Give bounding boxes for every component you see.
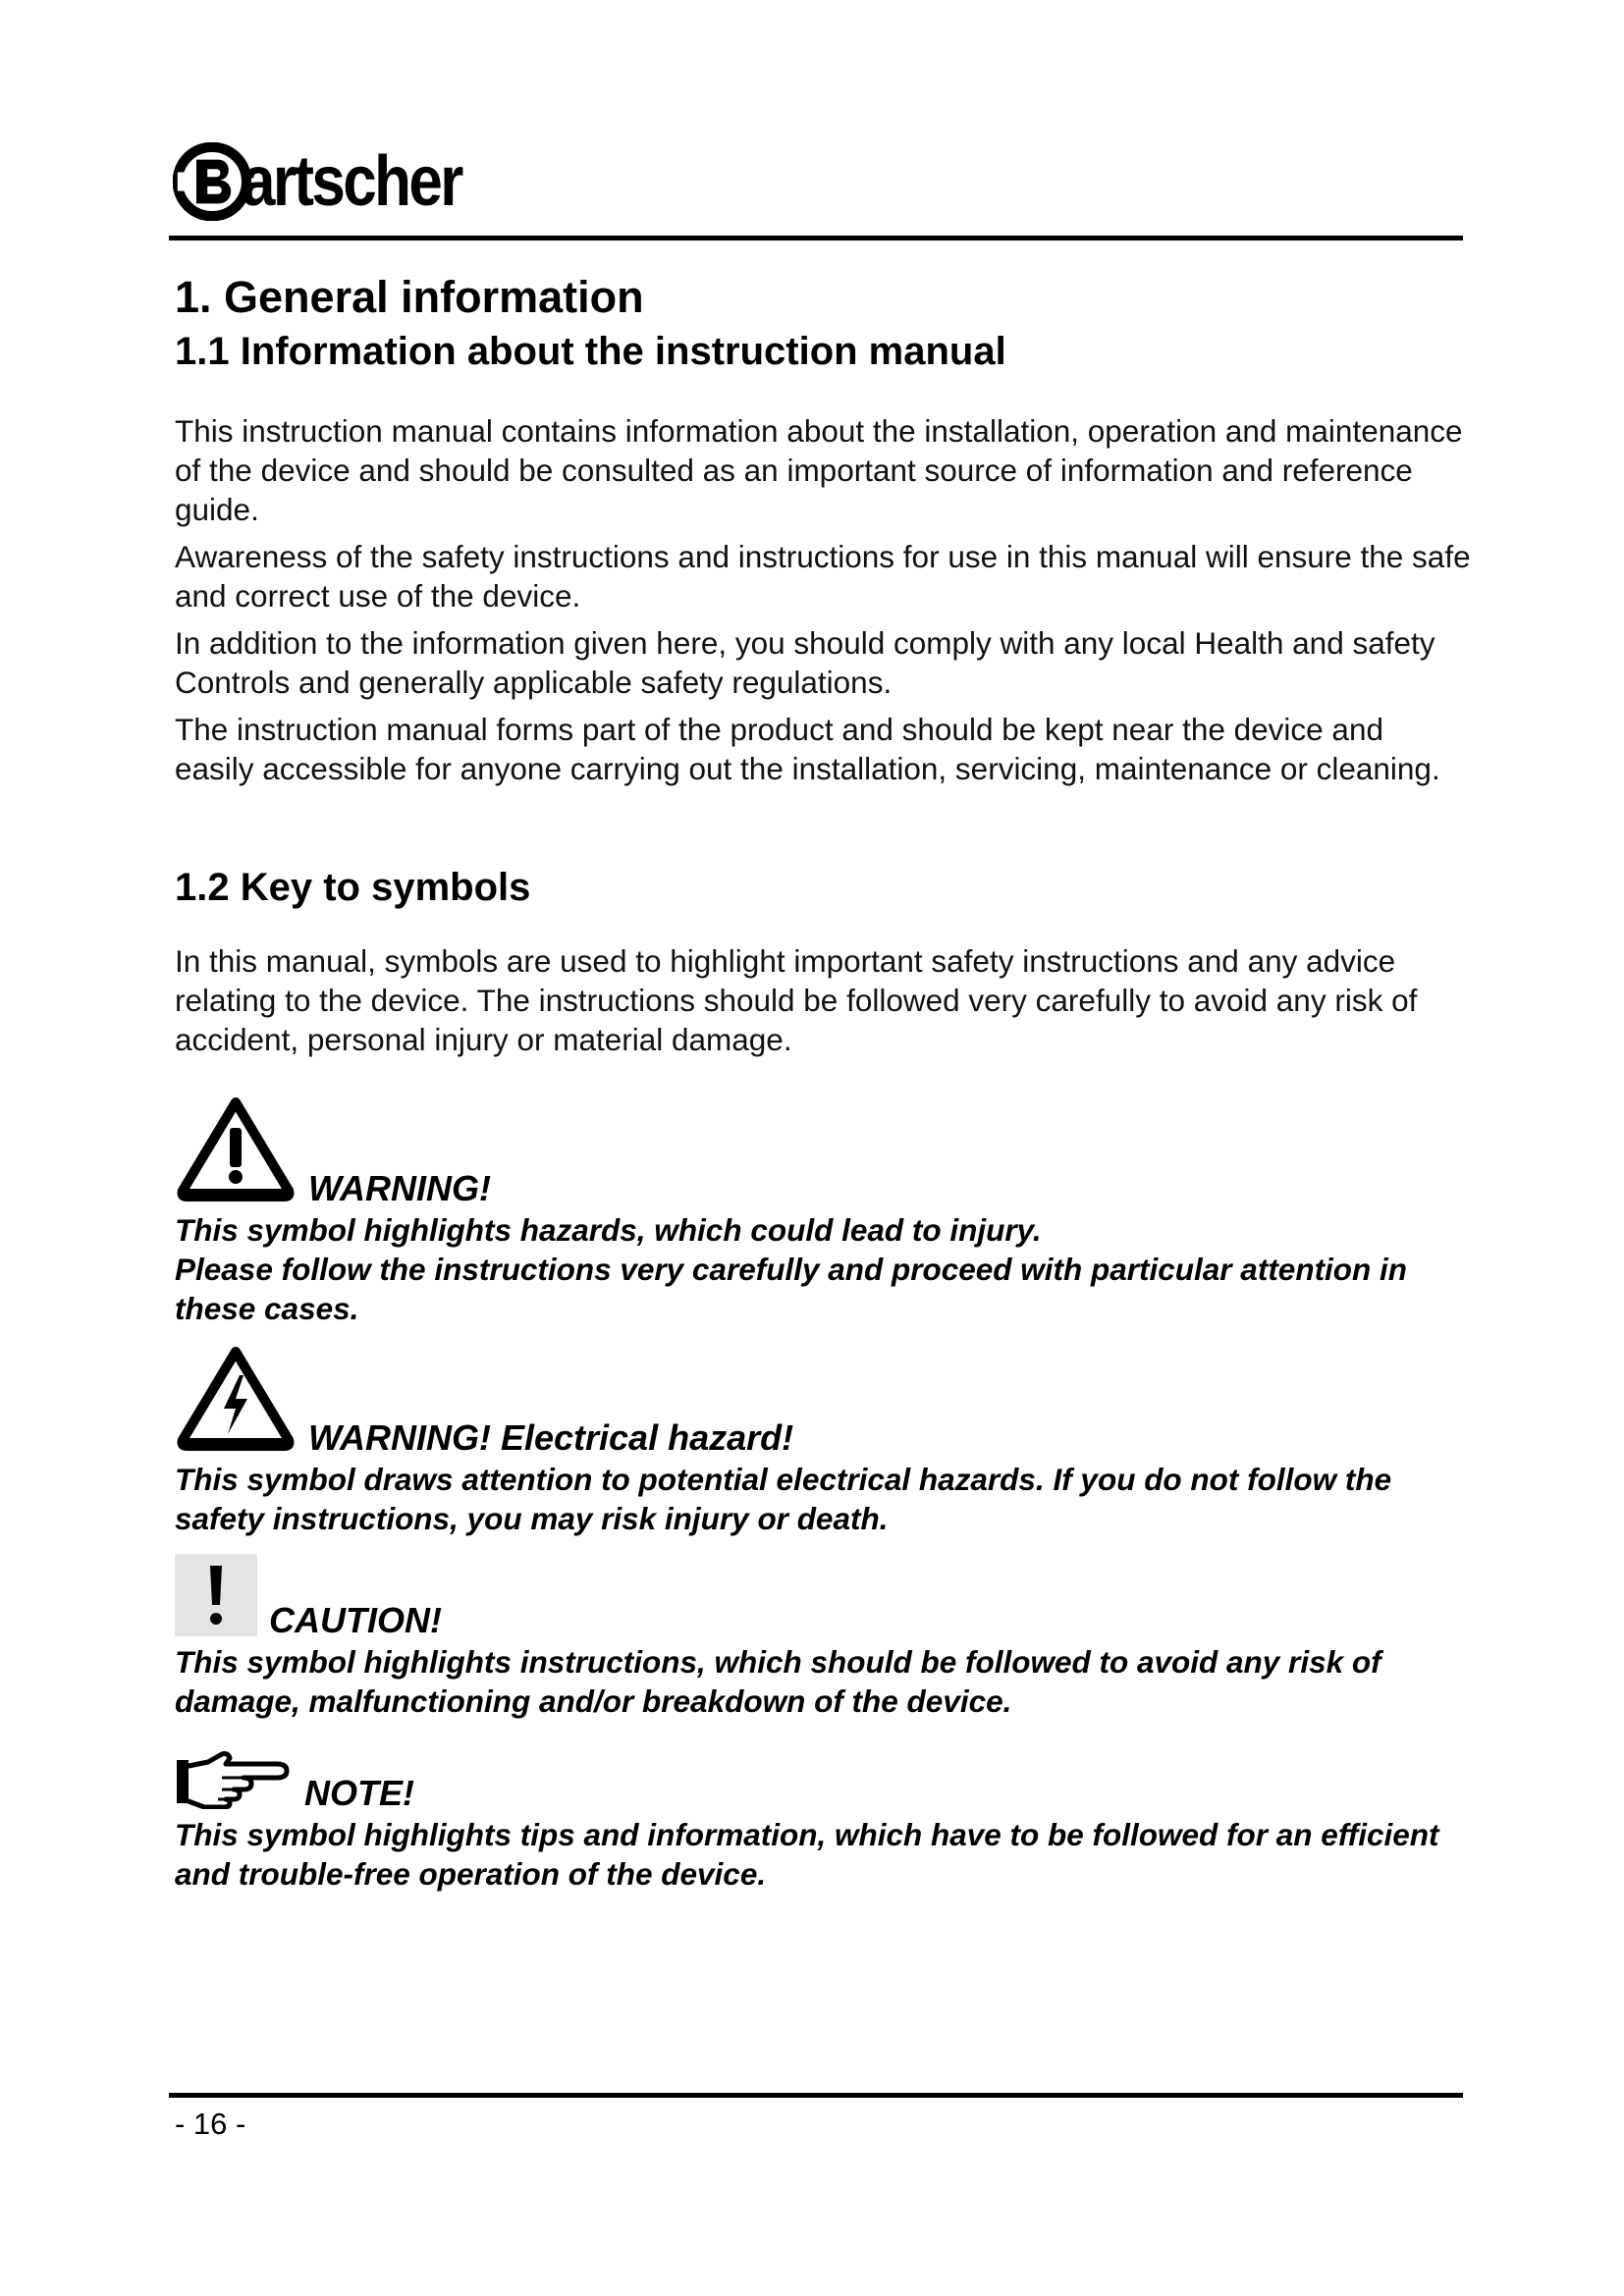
symbol-note: [175, 1750, 1471, 1894]
subsection-title-symbols: 1.2 Key to symbols: [175, 865, 531, 909]
pointing-hand-icon: [175, 1750, 293, 1809]
paragraph: The instruction manual forms part of the product and should be kept near the device and easily accessible for anyone carrying out the installation, servicing, maintenance or cleaning.: [175, 711, 1440, 786]
header-divider: [169, 236, 1463, 240]
symbol-description: This symbol highlights instructions, which should be followed to avoid any risk of damage, malfunctioning and/or breakdown of the device.: [175, 1643, 1381, 1719]
symbol-electrical-hazard: [175, 1344, 1471, 1538]
symbol-title: WARNING!: [308, 1167, 491, 1208]
warning-triangle-icon: [175, 1095, 297, 1204]
page-number: - 16 -: [175, 2107, 246, 2141]
symbol-title: NOTE!: [304, 1772, 414, 1813]
section-title: 1. General information: [175, 272, 644, 322]
symbol-title: WARNING! Electrical hazard!: [308, 1416, 794, 1458]
electrical-hazard-icon: [175, 1344, 297, 1454]
page-content: [175, 271, 1471, 1894]
paragraph: In this manual, symbols are used to highlight important safety instructions and any advice relating to the device. The instructions should be followed very carefully to avoid any risk of accident, personal injury or material damage.: [175, 942, 1418, 1057]
symbol-description: This symbol highlights hazards, which could lead to injury.: [175, 1211, 1042, 1248]
paragraph: In addition to the information given here, you should comply with any local Health and safety Controls and generally applicable safety regulations.: [175, 624, 1435, 700]
paragraph: This instruction manual contains information about the installation, operation and maintenance of the device and should be consulted as an important source of information and reference guide.: [175, 412, 1463, 527]
subsection-title-manual: 1.1 Information about the instruction manual: [175, 329, 1006, 373]
symbol-caution: [175, 1554, 1471, 1721]
symbol-title: CAUTION!: [269, 1599, 442, 1640]
symbol-description: This symbol draws attention to potential electrical hazards. If you do not follow the safety instructions, you may risk injury or death.: [175, 1461, 1392, 1536]
brand-logo: [173, 133, 497, 231]
paragraph: Awareness of the safety instructions and instructions for use in this manual will ensure the safe and correct use of the device.: [175, 538, 1471, 614]
brand-name: artscher: [242, 142, 461, 221]
caution-exclamation-icon: [175, 1554, 257, 1636]
symbol-warning: [175, 1095, 1471, 1328]
symbol-description: Please follow the instructions very carefully and proceed with particular attention in these cases.: [175, 1251, 1408, 1326]
footer-divider: [169, 2093, 1463, 2098]
symbol-description: This symbol highlights tips and information, which have to be followed for an efficient and trouble-free operation of the device.: [175, 1816, 1439, 1892]
bartscher-logo-icon: [173, 142, 251, 221]
